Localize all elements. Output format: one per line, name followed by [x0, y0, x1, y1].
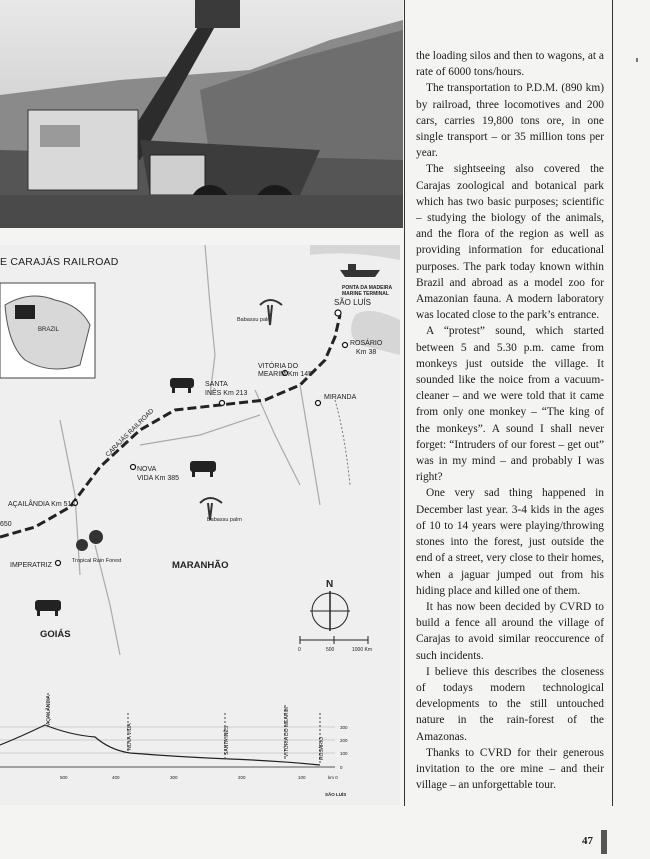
- profile-y-tick: 300: [340, 725, 348, 730]
- cattle-icon: [190, 461, 216, 477]
- article-paragraph: I believe this describes the closeness of todays modern technological developments to the still untouched nature in the rain-forest of the Amazonas.: [416, 665, 604, 743]
- brazil-inset-map: [0, 283, 95, 378]
- article-paragraph: It has now been decided by CVRD to build a fence all around the village of Carajas to avoid similar reoccurence of such incidents.: [416, 600, 604, 662]
- column-rule-right: [612, 0, 613, 806]
- label-babassu-palm-1: Babassu palm: [237, 317, 272, 323]
- profile-station-acailandia: AÇAILÂNDIA: [46, 695, 52, 725]
- label-rosario: ROSÁRIO: [350, 340, 383, 347]
- article-paragraph: Thanks to CVRD for their generous invitation to the ore mine – and their village – an unforgettable tour.: [416, 746, 604, 792]
- label-nova-vida: VIDA Km 385: [137, 475, 180, 482]
- station-miranda: [316, 401, 321, 406]
- cattle-icon: [170, 378, 194, 393]
- article-paragraph: A “protest” sound, which started between 5 and 5.30 p.m. came from monkeys just outside the village. It sounded like the noice from a vacuum-cleaner – and we were told that it came from only one monkey – “The king of the monkeys”. A sound I shall never forget: “Intruders of our forest – get out” was in my mind – and probably I was right?: [416, 325, 604, 484]
- profile-station-santa-ines: SANTA INÊS: [224, 725, 230, 755]
- profile-x-tick: km 0: [328, 775, 338, 780]
- station-imperatriz: [56, 561, 61, 566]
- mining-photo: [0, 0, 403, 228]
- label-carajas-railroad: CARAJÁS RAILROAD: [104, 407, 156, 459]
- label-ponta-da-madeira: PONTA DA MADEIRA: [342, 285, 393, 291]
- label-santa-ines: INÊS Km 213: [205, 390, 248, 397]
- profile-x-tick: 200: [238, 775, 246, 780]
- profile-x-tick: 500: [60, 775, 68, 780]
- label-sao-luis: SÃO LUÍS: [334, 298, 371, 307]
- profile-y-tick: 200: [340, 738, 348, 743]
- label-babassu-palm-2: Babassu palm: [207, 517, 242, 523]
- label-acailandia: AÇAILÂNDIA Km 514: [8, 501, 76, 508]
- label-nova: NOVA: [137, 466, 157, 473]
- label-miranda: MIRANDA: [324, 394, 357, 401]
- label-vitoria-do: VITÓRIA DO: [258, 363, 299, 370]
- inset-brazil-label: BRAZIL: [38, 327, 60, 333]
- article-paragraph: The sightseeing also covered the Carajas zoological and botanical park which has two basic purposes; scientific – studying the biology of the animals, and the flora of the region as well as providing information for educational purposes. The park today known within Brazil and abroad as a model zoo for Amazonian fauna. A modern laboratory was located close to the park’s entrance.: [416, 163, 604, 322]
- profile-end-label: SÃO LUÍS: [325, 792, 347, 797]
- profile-station-rosario: ROSÁRIO: [319, 736, 325, 760]
- label-imperatriz: IMPERATRIZ: [10, 562, 52, 569]
- compass-icon: [310, 591, 350, 631]
- station-santa-ines: [220, 401, 225, 406]
- label-goias: GOIÁS: [40, 629, 71, 640]
- label-tropical-rain-forest: Tropical Rain Forest: [72, 558, 122, 564]
- scale-bar: [300, 636, 368, 644]
- article-paragraph: the loading silos and then to wagons, at a rate of 6000 tons/hours.: [416, 50, 604, 79]
- label-rosario-km: Km 38: [356, 349, 377, 356]
- profile-station-vitoria: VITÓRIA DO MEARIM: [284, 706, 290, 757]
- station-nova-vida: [131, 465, 136, 470]
- label-maranhao: MARANHÃO: [172, 560, 229, 571]
- article-text-column: [416, 48, 604, 793]
- scale-label-end: 1000 Km: [352, 647, 373, 653]
- profile-x-tick: 300: [170, 775, 178, 780]
- profile-y-tick: 0: [340, 765, 343, 770]
- article-paragraph: The transportation to P.D.M. (890 km) by railroad, three locomotives and 200 cars, carries 19,800 tons ore, in one single transport – or 35 million tons per year.: [416, 82, 604, 160]
- label-santa: SANTA: [205, 381, 228, 388]
- profile-x-tick: 400: [112, 775, 120, 780]
- scale-label-mid: 500: [326, 647, 335, 653]
- label-marine-terminal: MARINE TERMINAL: [342, 291, 389, 297]
- cattle-icon: [35, 600, 61, 616]
- page-number-bar: [601, 830, 607, 854]
- mining-photo-illustration: [0, 0, 403, 228]
- label-km650: 650: [0, 521, 12, 528]
- profile-x-tick: 100: [298, 775, 306, 780]
- compass-north-label: N: [326, 579, 334, 590]
- station-sao-luis: [335, 310, 341, 316]
- page-number: 47: [582, 835, 593, 847]
- column-rule-left: [404, 0, 405, 806]
- map-title: E CARAJÁS RAILROAD: [0, 256, 119, 268]
- scale-label-zero: 0: [298, 647, 301, 653]
- railroad-map: [0, 245, 400, 805]
- profile-station-nova-vida: NOVA VIDA: [127, 723, 133, 750]
- article-paragraph: One very sad thing happened in December last year. 3-4 kids in the ages of 10 to 14 years were playing/throwing stones into the forest, just outside the end of a street, very close to their homes, when a jaguar jumped out from his hiding place and killed one of them.: [416, 487, 604, 597]
- station-rosario: [343, 343, 348, 348]
- edge-mark: [636, 58, 638, 62]
- profile-y-tick: 100: [340, 751, 348, 756]
- forest-tree-icon: [76, 530, 103, 551]
- ship-icon: [340, 264, 380, 277]
- label-mearim: MEARIM Km 145: [258, 371, 313, 378]
